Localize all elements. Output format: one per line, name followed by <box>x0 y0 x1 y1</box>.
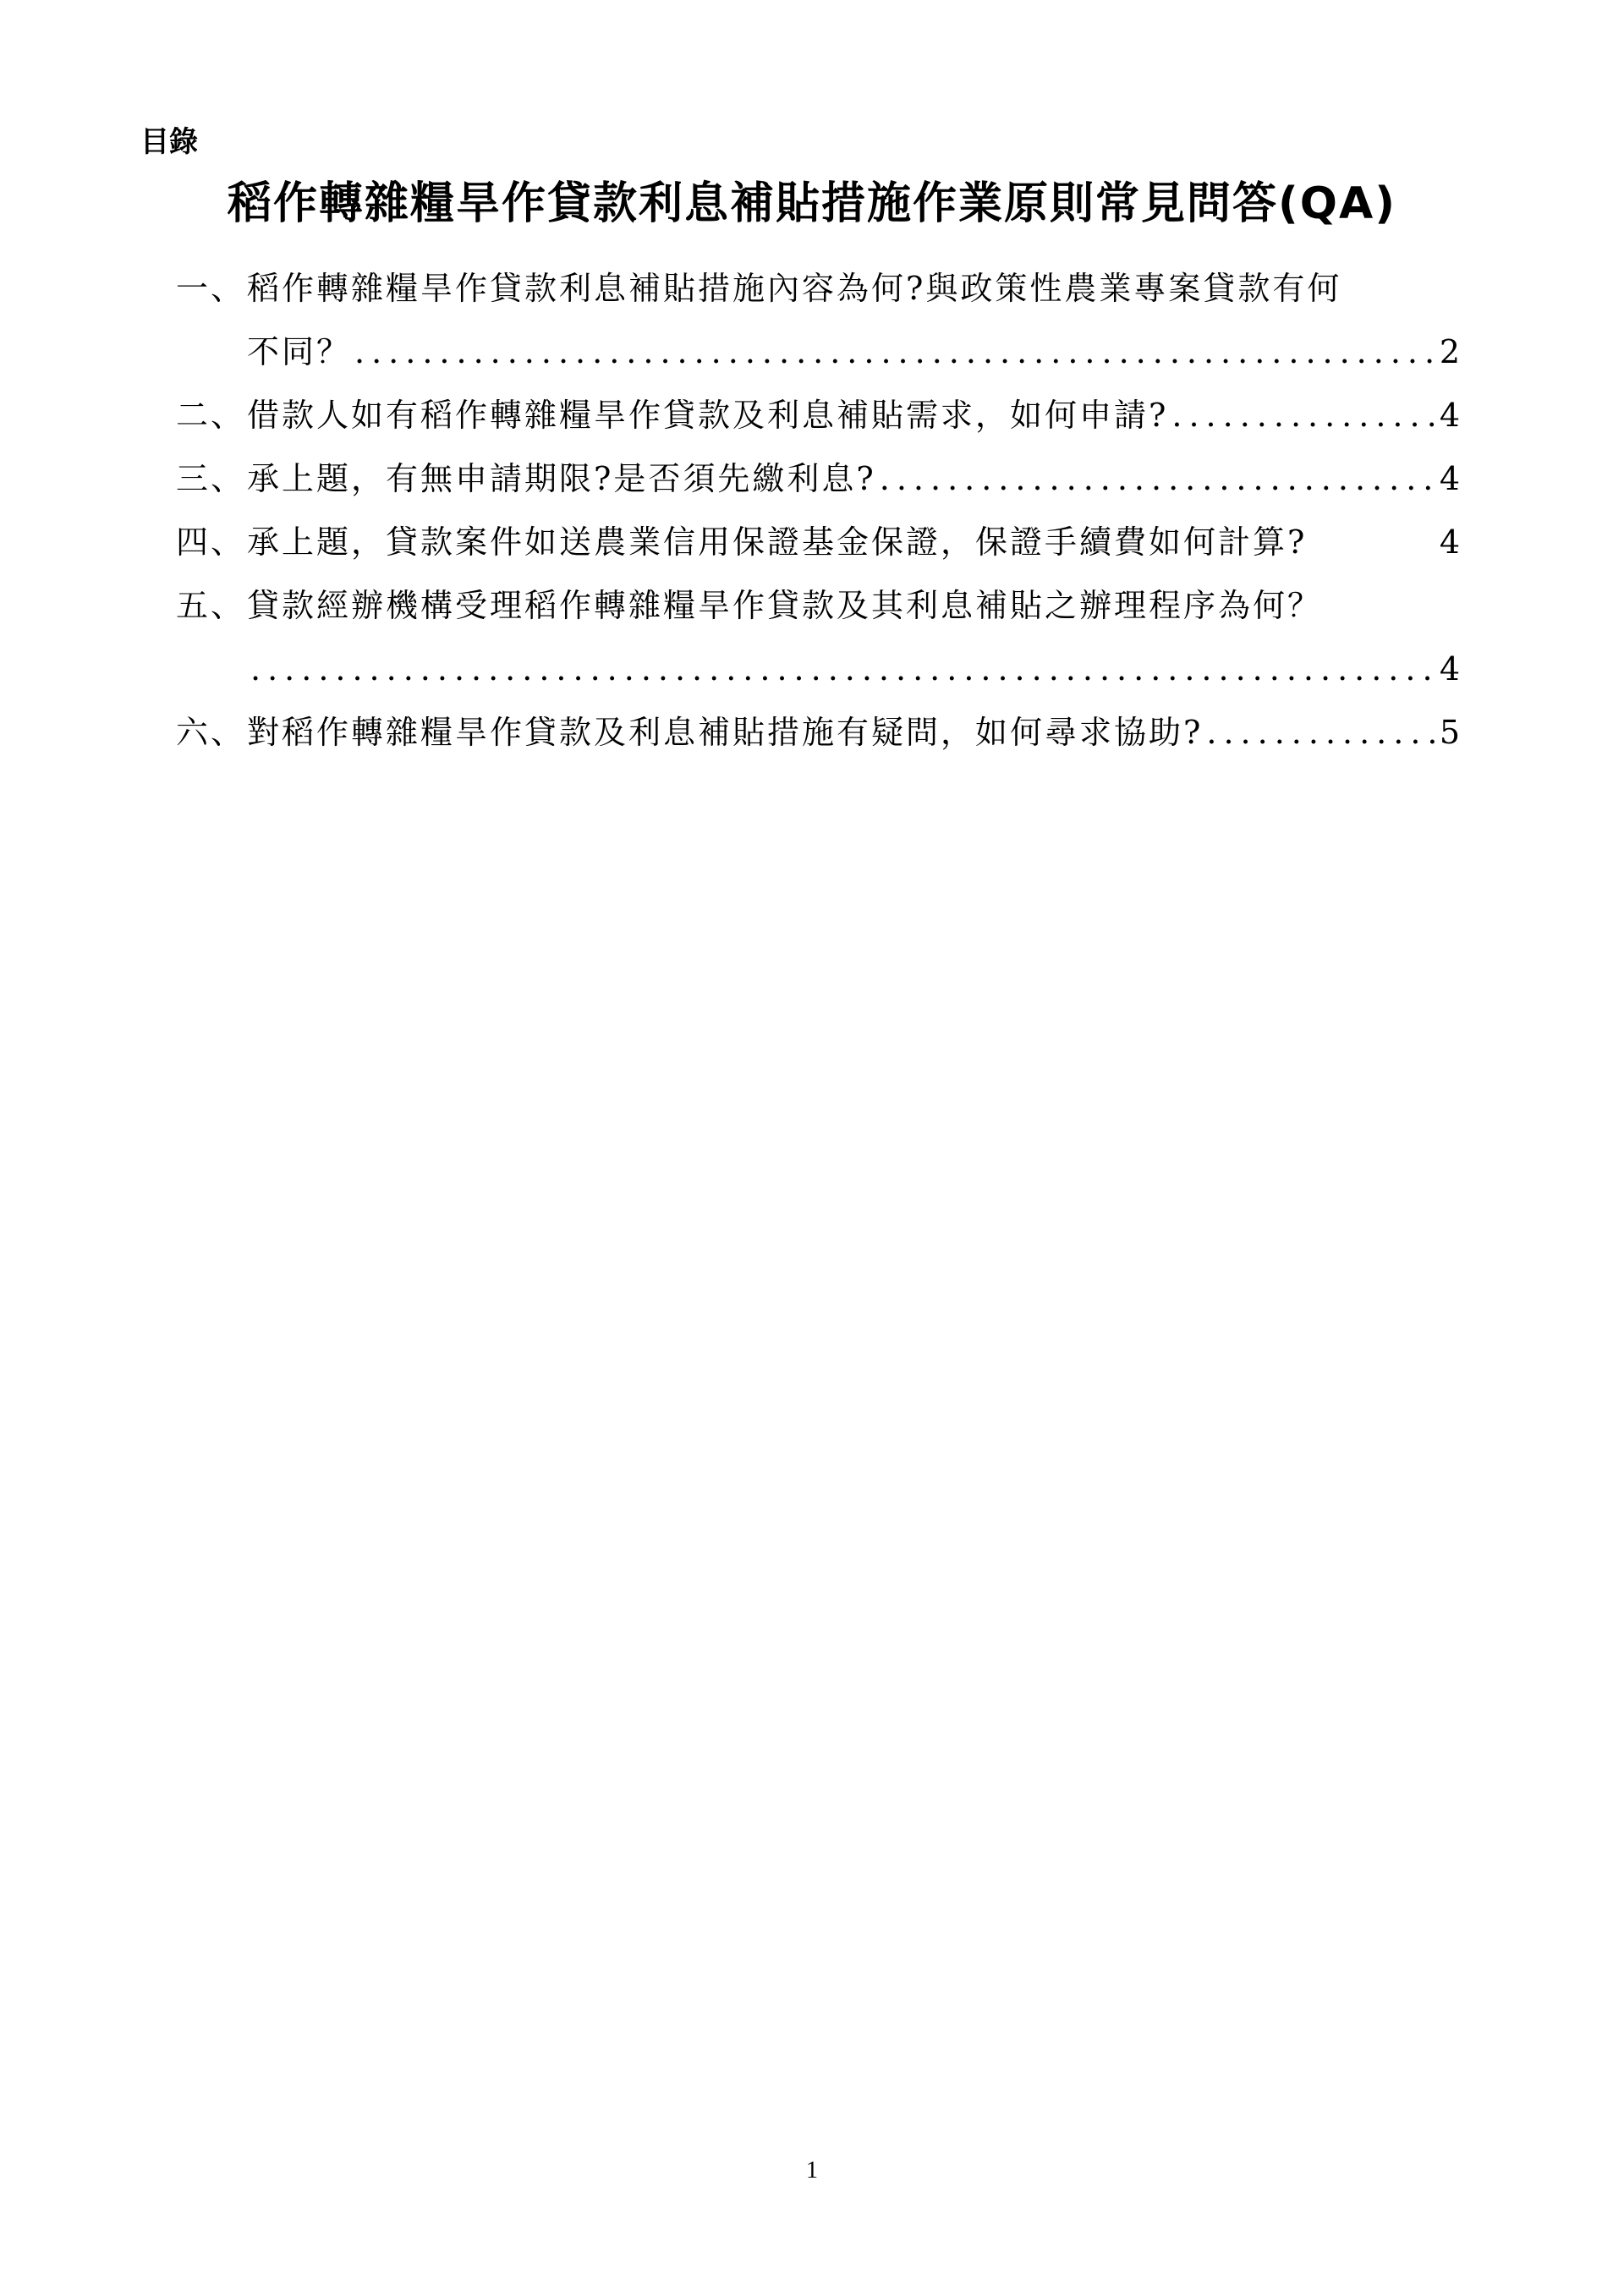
toc-entry-1[interactable] <box>176 266 1460 374</box>
toc-entry-line <box>176 584 1460 627</box>
toc-entry-page: 4 <box>1439 460 1460 497</box>
toc-entry-5[interactable] <box>176 584 1460 691</box>
toc-entry-line <box>176 520 1460 564</box>
toc-entry-number: 一、 <box>176 270 246 307</box>
dot-leader <box>247 647 1440 691</box>
toc-entry-6[interactable] <box>176 710 1460 754</box>
toc-entry-3[interactable] <box>176 457 1460 501</box>
toc-heading: 目錄 <box>140 125 198 159</box>
dot-leader <box>351 330 1440 374</box>
toc-entry-text: 對稻作轉雜糧旱作貸款及利息補貼措施有疑問，如何尋求協助? <box>247 714 1204 751</box>
dot-leader <box>876 457 1440 501</box>
toc-entry-page: 5 <box>1439 714 1460 751</box>
dot-leader <box>1168 393 1439 437</box>
toc-entry-page: 4 <box>1439 397 1460 434</box>
toc-entry-2[interactable] <box>176 393 1460 437</box>
toc-entry-line <box>176 457 1460 501</box>
toc-entry-page: 2 <box>1439 333 1460 370</box>
toc-entry-text: 承上題，有無申請期限?是否須先繳利息? <box>247 460 876 497</box>
toc-entry-text: 貸款經辦機構受理稻作轉雜糧旱作貸款及其利息補貼之辦理程序為何？ <box>247 587 1323 624</box>
toc-entry-number: 五、 <box>176 587 246 624</box>
toc-entry-number: 六、 <box>176 714 246 751</box>
dot-leader <box>1203 710 1439 754</box>
toc-entry-line-continued <box>176 647 1460 691</box>
toc-entry-line <box>176 393 1460 437</box>
toc-entry-text: 借款人如有稻作轉雜糧旱作貸款及利息補貼需求，如何申請? <box>247 397 1169 434</box>
toc-entry-page: 4 <box>1439 650 1460 688</box>
toc-entry-line <box>176 710 1460 754</box>
table-of-contents <box>176 266 1460 774</box>
toc-entry-text: 稻作轉雜糧旱作貸款利息補貼措施內容為何?與政策性農業專案貸款有何 <box>247 270 1342 307</box>
toc-entry-number: 四、 <box>176 523 246 561</box>
toc-entry-number: 三、 <box>176 460 246 497</box>
toc-entry-page: 4 <box>1439 523 1460 561</box>
toc-entry-line <box>176 266 1460 310</box>
toc-entry-4[interactable] <box>176 520 1460 564</box>
toc-entry-text-continued: 不同？ <box>247 333 352 370</box>
toc-entry-number: 二、 <box>176 397 246 434</box>
page-number: 1 <box>806 2157 818 2184</box>
document-title: 稻作轉雜糧旱作貸款利息補貼措施作業原則常見問答(QA) <box>228 178 1396 229</box>
toc-entry-line-continued <box>176 330 1460 374</box>
toc-entry-text: 承上題，貸款案件如送農業信用保證基金保證，保證手續費如何計算? <box>247 523 1308 561</box>
